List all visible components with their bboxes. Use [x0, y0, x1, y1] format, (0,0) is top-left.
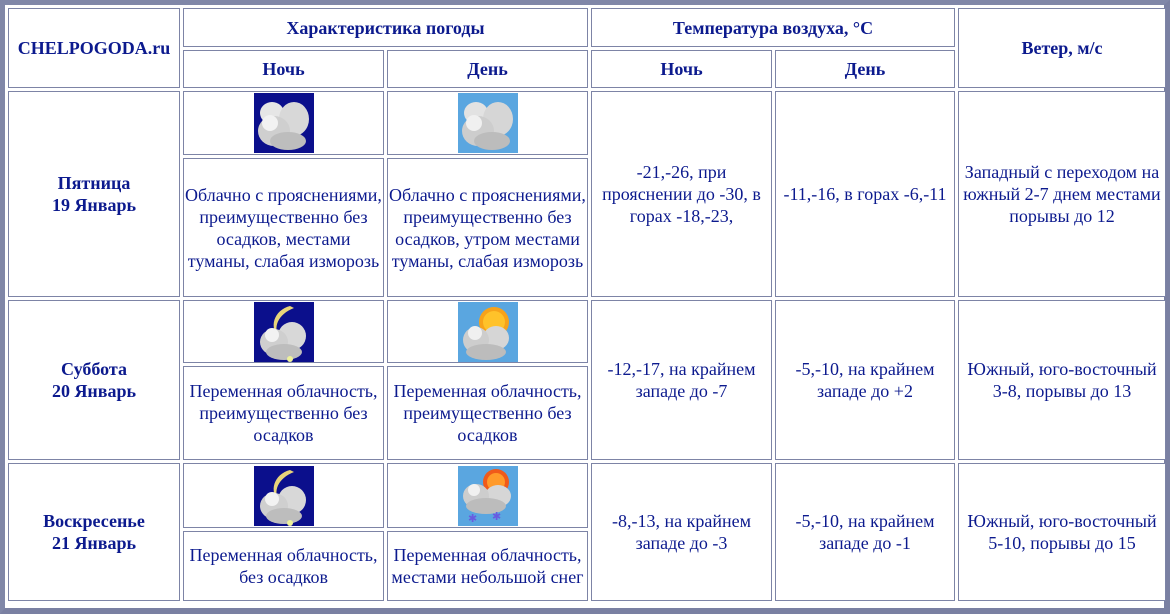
day-icon-cell: [387, 91, 588, 155]
cloudy-day-icon: [458, 93, 518, 153]
wind: Южный, юго-восточный 3-8, порывы до 13: [958, 300, 1166, 460]
day-label: [8, 91, 180, 297]
air-temperature-header: Температура воздуха, °C: [591, 8, 955, 47]
day-label: [8, 463, 180, 601]
date: 21 Январь: [51, 533, 137, 553]
night-description: Переменная облачность, преимущественно без осадков: [183, 366, 384, 460]
day-icon-cell: [387, 463, 588, 528]
moon-cloud-icon: [254, 302, 314, 362]
day-description: Переменная облачность, преимущественно без осадков: [387, 366, 588, 460]
svg-text:✱: ✱: [491, 509, 501, 523]
svg-text:✱: ✱: [467, 511, 477, 525]
weekday: Пятница: [57, 173, 131, 193]
day-label: [8, 300, 180, 460]
temp-day: -11,-16, в горах -6,-11: [775, 91, 955, 297]
temp-day: -5,-10, на крайнем западе до -1: [775, 463, 955, 601]
weather-night-header: Ночь: [183, 50, 384, 88]
weather-day-header: День: [387, 50, 588, 88]
cloudy-night-icon: [254, 93, 314, 153]
day-description: Облачно с прояснениями, преимущественно без осадков, утром местами туманы, слабая изморозь: [387, 158, 588, 297]
sun-cloud-icon: [458, 302, 518, 362]
sun-cloud-snow-icon: [458, 466, 518, 526]
temp-night: -21,-26, при прояснении до -30, в горах -18,-23,: [591, 91, 772, 297]
moon-cloud-icon: [254, 466, 314, 526]
temp-day: -5,-10, на крайнем западе до +2: [775, 300, 955, 460]
temp-night: -8,-13, на крайнем западе до -3: [591, 463, 772, 601]
weekday: Суббота: [61, 359, 127, 379]
weekday: Воскресенье: [43, 511, 145, 531]
day-description: Переменная облачность, местами небольшой снег: [387, 531, 588, 601]
wind: Южный, юго-восточный 5-10, порывы до 15: [958, 463, 1166, 601]
day-icon-cell: [387, 300, 588, 363]
site-brand: CHELPOGODA.ru: [8, 8, 180, 88]
night-description: Переменная облачность, без осадков: [183, 531, 384, 601]
night-icon-cell: [183, 463, 384, 528]
night-icon-cell: [183, 300, 384, 363]
wind-header: Ветер, м/с: [958, 8, 1166, 88]
date: 20 Январь: [51, 381, 137, 401]
temp-night-header: Ночь: [591, 50, 772, 88]
forecast-table: [5, 5, 1169, 604]
wind: Западный с переходом на южный 2-7 днем местами порывы до 12: [958, 91, 1166, 297]
weather-characteristics-header: Характеристика погоды: [183, 8, 588, 47]
date: 19 Январь: [51, 195, 137, 215]
night-icon-cell: [183, 91, 384, 155]
temp-day-header: День: [775, 50, 955, 88]
temp-night: -12,-17, на крайнем западе до -7: [591, 300, 772, 460]
night-description: Облачно с прояснениями, преимущественно без осадков, местами туманы, слабая изморозь: [183, 158, 384, 297]
